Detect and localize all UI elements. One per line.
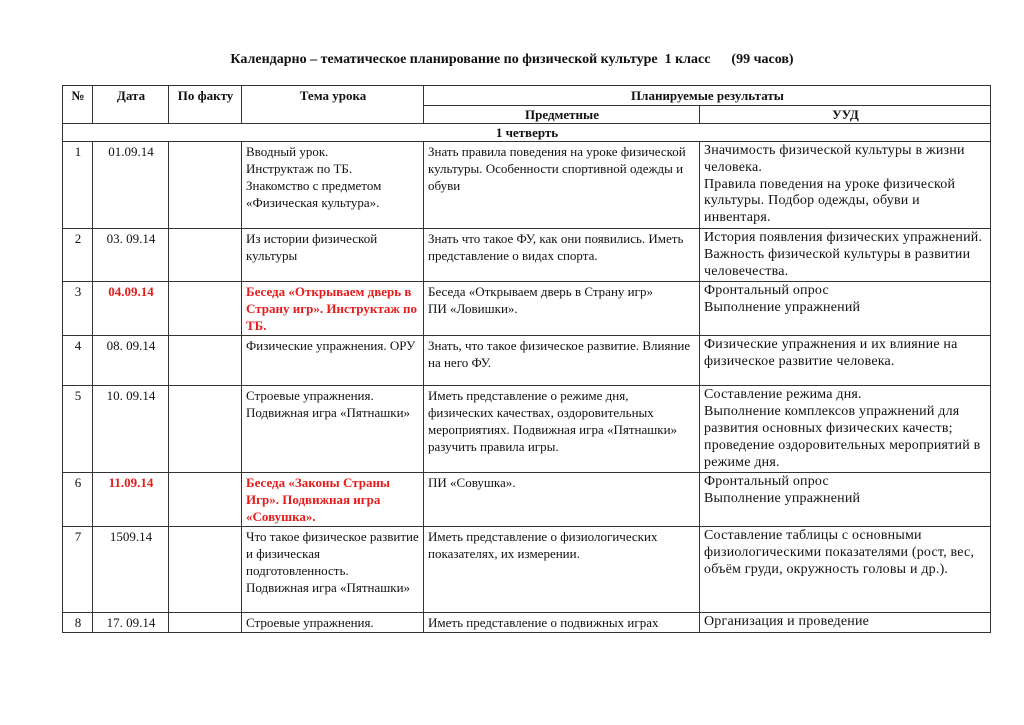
table-row <box>63 527 991 613</box>
row-date: 17. 09.14 <box>93 613 169 633</box>
row-num: 4 <box>63 336 93 386</box>
header-planned-results: Планируемые результаты <box>424 86 991 106</box>
row-date: 11.09.14 <box>93 473 169 527</box>
row-fact <box>169 527 242 613</box>
row-subject: Иметь представление о режиме дня, физических качествах, оздоровительных мероприятиях. Подвижная игра «Пятнашки» разучить правила игры. <box>424 386 700 473</box>
row-subject: Беседа «Открываем дверь в Страну игр» ПИ «Ловишки». <box>424 282 700 336</box>
row-topic: Из истории физической культуры <box>242 228 424 281</box>
row-num: 1 <box>63 142 93 229</box>
row-subject: Иметь представление о подвижных играх <box>424 613 700 633</box>
row-topic: Вводный урок. Инструктаж по ТБ. Знакомство с предметом «Физическая культура». <box>242 142 424 229</box>
row-uud: Составление режима дня. Выполнение комплексов упражнений для развития основных физических качеств; проведение оздоровительных мероприятий в режиме дня. <box>700 386 991 473</box>
row-num: 6 <box>63 473 93 527</box>
table-row <box>63 386 991 473</box>
row-num: 8 <box>63 613 93 633</box>
row-topic: Физические упражнения. ОРУ <box>242 336 424 386</box>
row-topic: Беседа «Открываем дверь в Страну игр». Инструктаж по ТБ. <box>242 282 424 336</box>
row-fact <box>169 142 242 229</box>
row-subject: ПИ «Совушка». <box>424 473 700 527</box>
table-row <box>63 228 991 281</box>
row-topic: Строевые упражнения. <box>242 613 424 633</box>
row-fact <box>169 282 242 336</box>
row-num: 3 <box>63 282 93 336</box>
row-uud: Физические упражнения и их влияние на физическое развитие человека. <box>700 336 991 386</box>
row-fact <box>169 613 242 633</box>
table-row <box>63 336 991 386</box>
row-subject: Знать что такое ФУ, как они появились. Иметь представление о видах спорта. <box>424 228 700 281</box>
row-subject: Иметь представление о физиологических показателях, их измерении. <box>424 527 700 613</box>
table-row <box>63 613 991 633</box>
row-num: 5 <box>63 386 93 473</box>
row-fact <box>169 336 242 386</box>
row-date: 03. 09.14 <box>93 228 169 281</box>
header-date: Дата <box>93 86 169 124</box>
row-fact <box>169 473 242 527</box>
header-subject: Предметные <box>424 106 700 124</box>
header-uud: УУД <box>700 106 991 124</box>
header-topic: Тема урока <box>242 86 424 124</box>
row-date: 1509.14 <box>93 527 169 613</box>
row-subject: Знать правила поведения на уроке физической культуры. Особенности спортивной одежды и обуви <box>424 142 700 229</box>
row-topic: Беседа «Законы Страны Игр». Подвижная игра «Совушка». <box>242 473 424 527</box>
row-uud: Фронтальный опрос Выполнение упражнений <box>700 473 991 527</box>
row-uud: История появления физических упражнений. Важность физической культуры в развитии человечества. <box>700 228 991 281</box>
row-uud: Составление таблицы с основными физиологическими показателями (рост, вес, объём груди, окружность головы и др.). <box>700 527 991 613</box>
row-num: 7 <box>63 527 93 613</box>
row-subject: Знать, что такое физическое развитие. Влияние на него ФУ. <box>424 336 700 386</box>
row-num: 2 <box>63 228 93 281</box>
row-topic: Строевые упражнения. Подвижная игра «Пятнашки» <box>242 386 424 473</box>
row-uud: Фронтальный опрос Выполнение упражнений <box>700 282 991 336</box>
quarter-label: 1 четверть <box>63 124 991 142</box>
row-date: 01.09.14 <box>93 142 169 229</box>
table-row <box>63 282 991 336</box>
table-row <box>63 142 991 229</box>
planning-table <box>62 85 991 633</box>
row-fact <box>169 386 242 473</box>
row-topic: Что такое физическое развитие и физическая подготовленность. Подвижная игра «Пятнашки» <box>242 527 424 613</box>
header-fact: По факту <box>169 86 242 124</box>
header-row <box>63 86 991 106</box>
page-title: Календарно – тематическое планирование по физической культуре 1 класс (99 часов) <box>230 52 794 67</box>
row-date: 10. 09.14 <box>93 386 169 473</box>
row-date: 08. 09.14 <box>93 336 169 386</box>
row-date: 04.09.14 <box>93 282 169 336</box>
row-uud: Значимость физической культуры в жизни человека. Правила поведения на уроке физической культуры. Подбор одежды, обуви и инвентаря. <box>700 142 991 229</box>
row-uud: Организация и проведение <box>700 613 991 633</box>
row-fact <box>169 228 242 281</box>
header-num: № <box>63 86 93 124</box>
table-row <box>63 473 991 527</box>
quarter-row <box>63 124 991 142</box>
